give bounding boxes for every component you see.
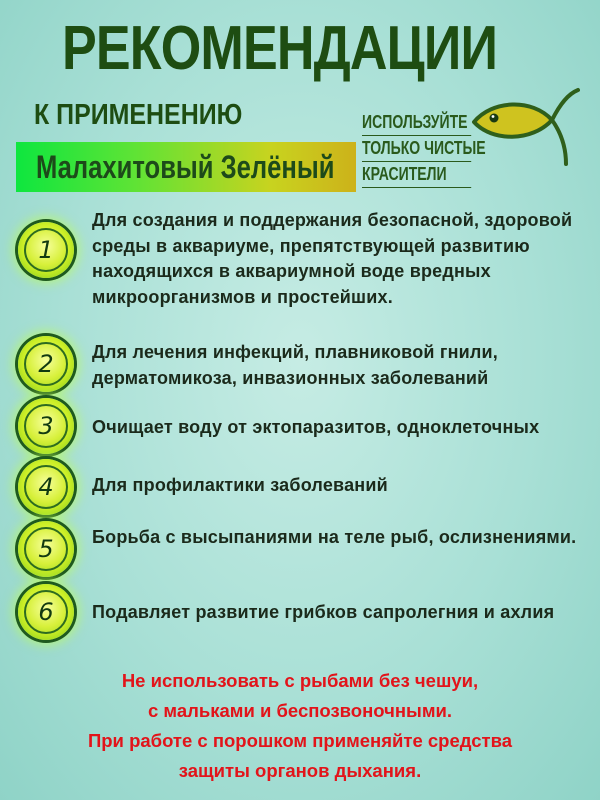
recommendation-text: Для профилактики заболеваний <box>92 475 388 495</box>
number-badge <box>18 336 74 392</box>
warning-line: Не использовать с рыбами без чешуи, <box>121 670 479 691</box>
number-label: 1 <box>38 236 54 264</box>
warning-line: При работе с порошком применяйте средства <box>87 730 513 751</box>
page-title: РЕКОМЕНДАЦИИ <box>62 14 498 83</box>
recommendation-text: Для лечения инфекций, плавниковой гнили, дерматомикоза, инвазионных заболеваний <box>92 342 499 388</box>
recommendation-text: Для создания и поддержания безопасной, здоровой среды в аквариуме, препятствующей развитию находящихся в аквариумной воде вредных микроорганизмов и простейших. <box>92 210 573 307</box>
fish-icon <box>470 84 580 166</box>
product-banner <box>16 142 356 192</box>
recommendation-text: Очищает воду от эктопаразитов, одноклеточных <box>92 417 540 437</box>
page-subtitle: К ПРИМЕНЕНИЮ <box>34 99 243 131</box>
recommendation-text: Подавляет развитие грибков сапролегния и ахлия <box>92 602 555 622</box>
number-label: 3 <box>38 412 54 440</box>
recommendation-text: Борьба с высыпаниями на теле рыб, ослизнениями. <box>92 527 577 547</box>
warning-line: защиты органов дыхания. <box>178 760 422 781</box>
number-badge <box>18 584 74 640</box>
number-badge <box>18 459 74 515</box>
slogan-line: ТОЛЬКО ЧИСТЫЕ <box>362 136 471 162</box>
slogan-line: ИСПОЛЬЗУЙТЕ <box>362 110 471 136</box>
number-badge <box>18 398 74 454</box>
warning-line: с мальками и беспозвоночными. <box>147 700 453 721</box>
product-name: Малахитовый Зелёный <box>36 149 335 185</box>
number-label: 4 <box>38 473 54 501</box>
number-label: 2 <box>38 350 54 378</box>
number-badge <box>18 222 74 278</box>
number-label: 5 <box>38 535 54 563</box>
number-label: 6 <box>38 598 54 626</box>
number-badge <box>18 521 74 577</box>
warning-text <box>0 666 600 786</box>
slogan-line: КРАСИТЕЛИ <box>362 162 471 188</box>
